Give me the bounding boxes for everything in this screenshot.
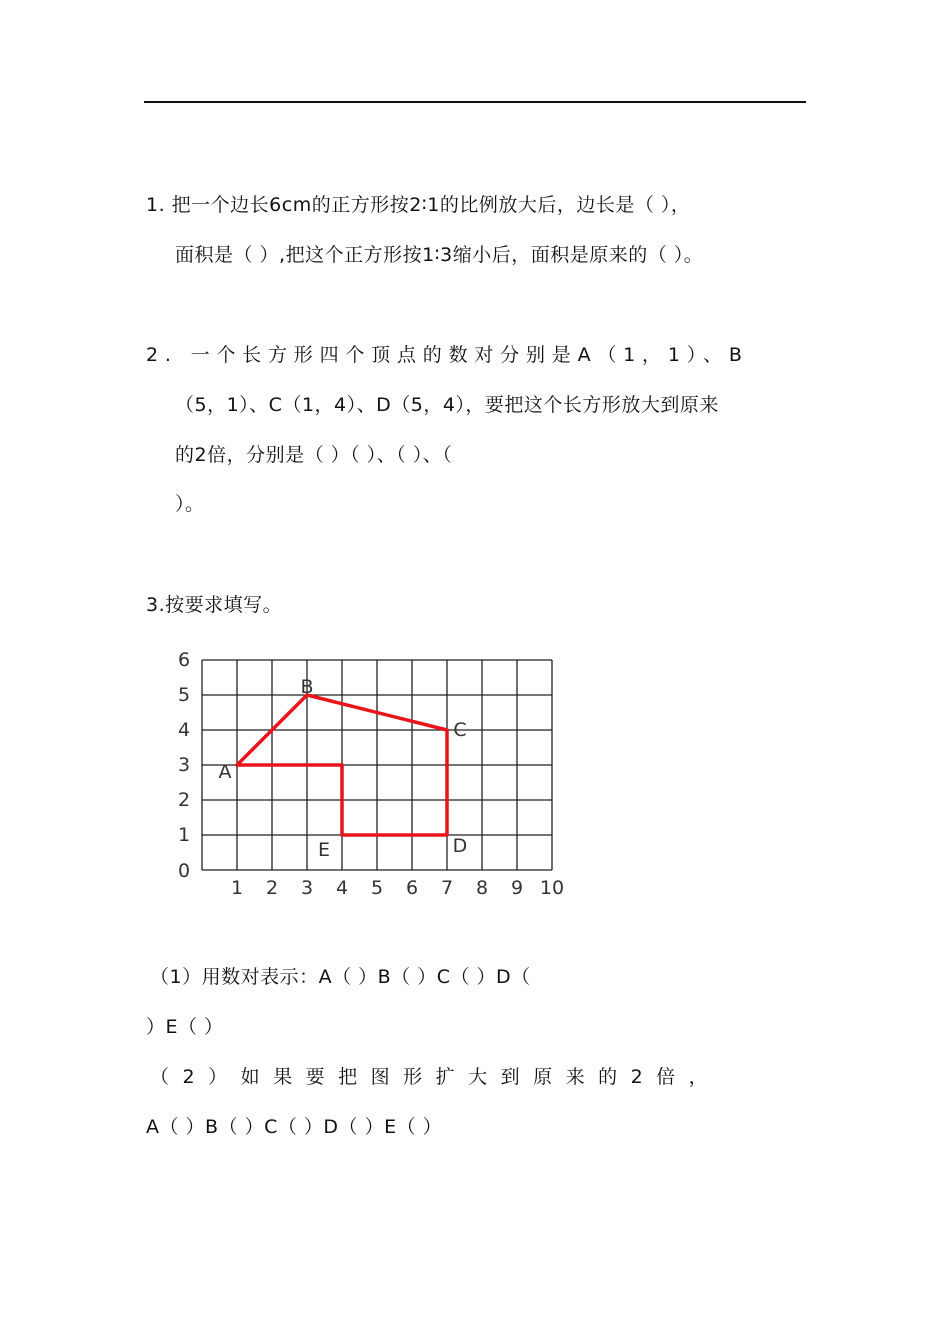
q2-line2: （5，1）、C（1，4）、D（5，4），要把这个长方形放大到原来: [175, 394, 719, 416]
point-label-c: C: [453, 719, 467, 741]
q3-sub2-line1: （2）如果要把图形扩大到原来的2倍，: [150, 1066, 722, 1088]
q3-sub1-line1: （1）用数对表示：A（ ）B（ ）C（ ）D（: [150, 966, 531, 988]
q3-sub2-line2: A（ ）B（ ）C（ ）D（ ）E（ ）: [146, 1116, 443, 1138]
point-label-b: B: [300, 676, 314, 698]
y-tick-label: 4: [177, 719, 191, 741]
point-label-e: E: [317, 839, 331, 861]
x-tick-label: 5: [370, 877, 384, 899]
x-tick-label: 2: [265, 877, 279, 899]
q2-line3: 的2倍，分别是（ ）（ ）、（ ）、（: [175, 444, 453, 466]
y-tick-label: 5: [177, 684, 191, 706]
q3-title: 3.按要求填写。: [146, 594, 283, 616]
header-rule: [144, 101, 806, 103]
y-tick-label: 1: [177, 824, 191, 846]
x-tick-label: 8: [475, 877, 489, 899]
x-tick-label: 9: [510, 877, 524, 899]
point-label-d: D: [452, 835, 468, 857]
x-tick-label: 1: [230, 877, 244, 899]
y-tick-label: 0: [177, 860, 191, 882]
coordinate-grid: [165, 640, 585, 905]
x-tick-label: 4: [335, 877, 349, 899]
x-tick-label: 7: [440, 877, 454, 899]
x-tick-label: 10: [539, 877, 565, 899]
q1-line1: 1. 把一个边长6cm的正方形按2∶1的比例放大后，边长是（ ），: [146, 194, 691, 216]
y-tick-label: 3: [177, 754, 191, 776]
y-tick-label: 6: [177, 649, 191, 671]
q1-line2: 面积是（ ）,把这个正方形按1∶3缩小后，面积是原来的（ ）。: [175, 244, 704, 266]
x-axis-ticks: [231, 877, 564, 899]
q2-line4: ）。: [175, 493, 205, 515]
q2-line1: 2. 一个长方形四个顶点的数对分别是A（1，1）、B: [146, 344, 749, 366]
q3-sub1-line2: ）E（ ）: [146, 1016, 224, 1038]
x-tick-label: 6: [405, 877, 419, 899]
y-axis-ticks: [178, 649, 190, 882]
point-label-a: A: [218, 761, 232, 783]
y-tick-label: 2: [177, 789, 191, 811]
x-tick-label: 3: [300, 877, 314, 899]
